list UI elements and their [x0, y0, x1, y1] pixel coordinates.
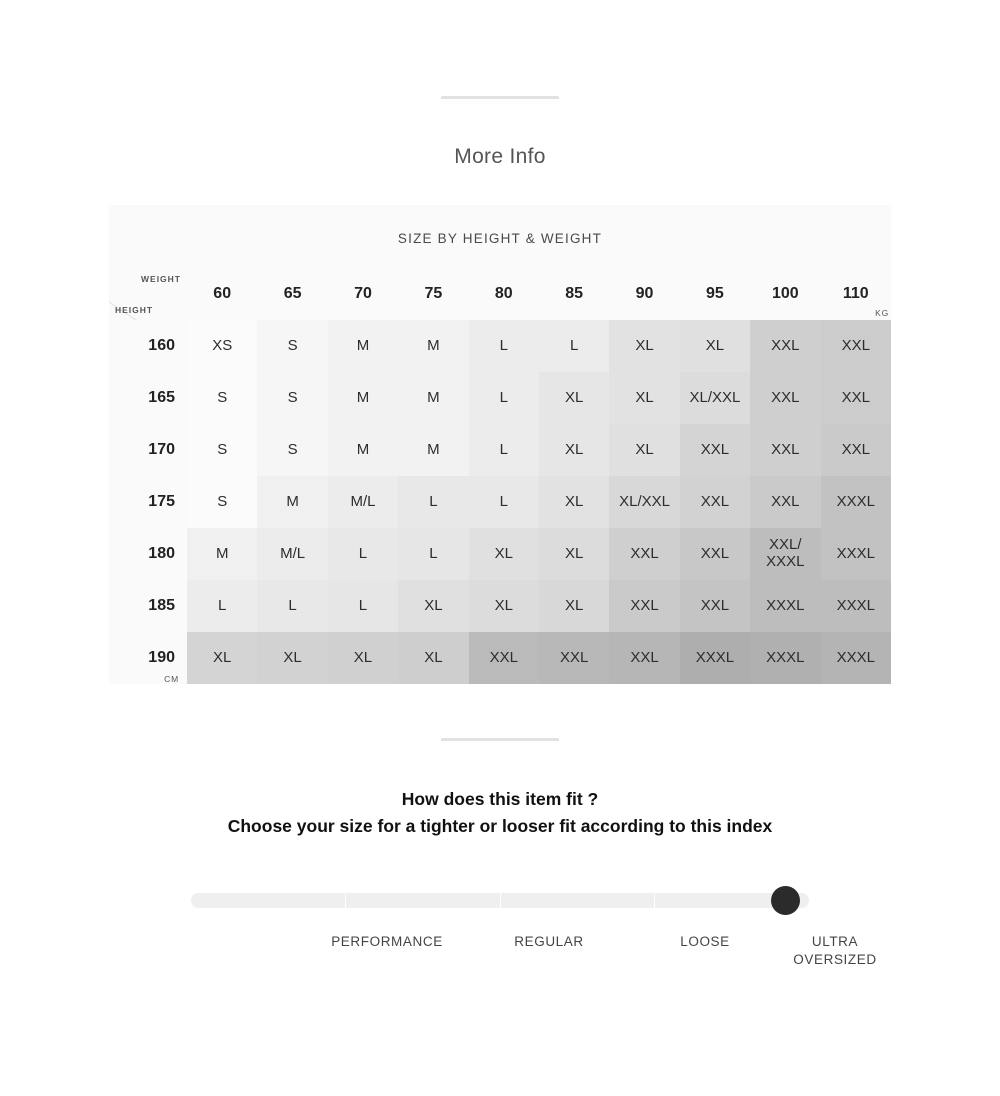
size-cell-180-110: XXXL — [821, 528, 891, 580]
product-info-page — [0, 96, 1000, 1096]
fit-slider-labels — [120, 933, 880, 977]
size-cell-185-95: XXL — [680, 580, 750, 632]
size-cell-165-75: M — [398, 372, 468, 424]
size-cell-180-70: L — [328, 528, 398, 580]
size-cell-160-95: XL — [680, 320, 750, 372]
size-cell-185-60: L — [187, 580, 257, 632]
weight-col-80: 80 — [469, 268, 539, 320]
height-row-165 — [109, 372, 187, 424]
height-row-190 — [109, 632, 187, 684]
weight-col-70: 70 — [328, 268, 398, 320]
fit-slider-tick-2 — [500, 893, 501, 908]
size-cell-165-80: L — [469, 372, 539, 424]
size-cell-175-70: M/L — [328, 476, 398, 528]
height-row-175-value: 175 — [148, 493, 175, 510]
size-cell-180-90: XXL — [609, 528, 679, 580]
size-cell-180-65: M/L — [257, 528, 327, 580]
size-cell-160-75: M — [398, 320, 468, 372]
weight-col-65: 65 — [257, 268, 327, 320]
weight-col-100: 100 — [750, 268, 820, 320]
size-cell-160-65: S — [257, 320, 327, 372]
size-cell-185-90: XXL — [609, 580, 679, 632]
size-cell-180-85: XL — [539, 528, 609, 580]
size-cell-165-100: XXL — [750, 372, 820, 424]
size-cell-160-60: XS — [187, 320, 257, 372]
size-cell-180-75: L — [398, 528, 468, 580]
height-row-185-value: 185 — [148, 597, 175, 614]
height-row-170-value: 170 — [148, 441, 175, 458]
size-cell-185-75: XL — [398, 580, 468, 632]
size-cell-160-110: XXL — [821, 320, 891, 372]
table-header-row — [109, 268, 891, 320]
size-cell-160-90: XL — [609, 320, 679, 372]
weight-unit-label: KG — [875, 308, 889, 318]
size-cell-180-95: XXL — [680, 528, 750, 580]
fit-subtitle: Choose your size for a tighter or looser fit according to this index — [227, 816, 773, 836]
size-cell-170-110: XXL — [821, 424, 891, 476]
height-row-165-value: 165 — [148, 389, 175, 406]
table-row — [109, 632, 891, 684]
height-axis-label: HEIGHT — [115, 305, 154, 315]
size-cell-190-100: XXXL — [750, 632, 820, 684]
weight-col-110-value: 110 — [842, 285, 869, 302]
size-cell-170-60: S — [187, 424, 257, 476]
fit-slider-tick-3 — [654, 893, 655, 908]
size-cell-190-80: XXL — [469, 632, 539, 684]
size-cell-190-90: XXL — [609, 632, 679, 684]
size-cell-185-85: XL — [539, 580, 609, 632]
size-cell-175-85: XL — [539, 476, 609, 528]
fit-question: How does this item fit ? — [401, 789, 599, 809]
height-row-180-value: 180 — [148, 545, 175, 562]
size-cell-185-80: XL — [469, 580, 539, 632]
height-row-185 — [109, 580, 187, 632]
size-cell-165-95: XL/XXL — [680, 372, 750, 424]
table-row — [109, 476, 891, 528]
fit-label-ultra-oversized[interactable]: ULTRA OVERSIZED — [793, 934, 877, 967]
bottom-divider — [441, 738, 559, 741]
size-cell-175-60: S — [187, 476, 257, 528]
size-cell-175-90: XL/XXL — [609, 476, 679, 528]
size-cell-185-70: L — [328, 580, 398, 632]
top-divider — [441, 96, 559, 99]
weight-col-60: 60 — [187, 268, 257, 320]
fit-label-regular[interactable]: REGULAR — [514, 934, 584, 949]
size-cell-170-70: M — [328, 424, 398, 476]
size-cell-190-110: XXXL — [821, 632, 891, 684]
size-cell-165-70: M — [328, 372, 398, 424]
size-cell-160-100: XXL — [750, 320, 820, 372]
size-cell-180-60: M — [187, 528, 257, 580]
size-cell-170-100: XXL — [750, 424, 820, 476]
height-row-190-value: 190 — [148, 649, 175, 666]
table-row — [109, 580, 891, 632]
size-cell-190-65: XL — [257, 632, 327, 684]
size-chart-title: SIZE BY HEIGHT & WEIGHT — [397, 231, 603, 246]
fit-label-loose[interactable]: LOOSE — [680, 934, 730, 949]
size-cell-165-60: S — [187, 372, 257, 424]
size-cell-185-65: L — [257, 580, 327, 632]
table-row — [109, 372, 891, 424]
size-chart-table — [109, 268, 891, 684]
size-cell-165-110: XXL — [821, 372, 891, 424]
size-cell-190-75: XL — [398, 632, 468, 684]
size-cell-170-75: M — [398, 424, 468, 476]
size-cell-190-70: XL — [328, 632, 398, 684]
height-row-160 — [109, 320, 187, 372]
table-row — [109, 320, 891, 372]
size-cell-160-80: L — [469, 320, 539, 372]
size-cell-185-100: XXXL — [750, 580, 820, 632]
table-body — [109, 320, 891, 684]
height-unit-label: CM — [164, 674, 179, 684]
weight-col-75: 75 — [398, 268, 468, 320]
more-info-heading: More Info — [454, 145, 546, 168]
fit-label-performance[interactable]: PERFORMANCE — [331, 934, 443, 949]
height-row-160-value: 160 — [148, 337, 175, 354]
weight-col-95: 95 — [680, 268, 750, 320]
size-cell-165-90: XL — [609, 372, 679, 424]
weight-col-110 — [821, 268, 891, 320]
size-cell-175-80: L — [469, 476, 539, 528]
axis-corner-cell — [109, 268, 187, 320]
size-cell-180-80: XL — [469, 528, 539, 580]
size-cell-190-60: XL — [187, 632, 257, 684]
height-row-170 — [109, 424, 187, 476]
size-chart — [109, 205, 891, 684]
size-cell-185-110: XXXL — [821, 580, 891, 632]
size-cell-175-95: XXL — [680, 476, 750, 528]
size-cell-175-100: XXL — [750, 476, 820, 528]
size-cell-170-85: XL — [539, 424, 609, 476]
size-cell-170-80: L — [469, 424, 539, 476]
size-cell-170-90: XL — [609, 424, 679, 476]
size-cell-165-65: S — [257, 372, 327, 424]
height-row-180 — [109, 528, 187, 580]
size-cell-190-95: XXXL — [680, 632, 750, 684]
weight-col-85: 85 — [539, 268, 609, 320]
fit-slider-tick-1 — [345, 893, 346, 908]
size-cell-175-110: XXXL — [821, 476, 891, 528]
size-cell-170-95: XXL — [680, 424, 750, 476]
size-cell-175-75: L — [398, 476, 468, 528]
size-cell-170-65: S — [257, 424, 327, 476]
size-cell-160-70: M — [328, 320, 398, 372]
size-cell-165-85: XL — [539, 372, 609, 424]
table-row — [109, 528, 891, 580]
size-cell-180-100: XXL/ XXXL — [750, 528, 820, 580]
weight-axis-label: WEIGHT — [141, 274, 181, 284]
fit-slider-knob[interactable] — [771, 886, 800, 915]
size-cell-190-85: XXL — [539, 632, 609, 684]
height-row-175 — [109, 476, 187, 528]
fit-slider[interactable] — [191, 885, 809, 915]
table-row — [109, 424, 891, 476]
size-cell-175-65: M — [257, 476, 327, 528]
size-cell-160-85: L — [539, 320, 609, 372]
weight-col-90: 90 — [609, 268, 679, 320]
